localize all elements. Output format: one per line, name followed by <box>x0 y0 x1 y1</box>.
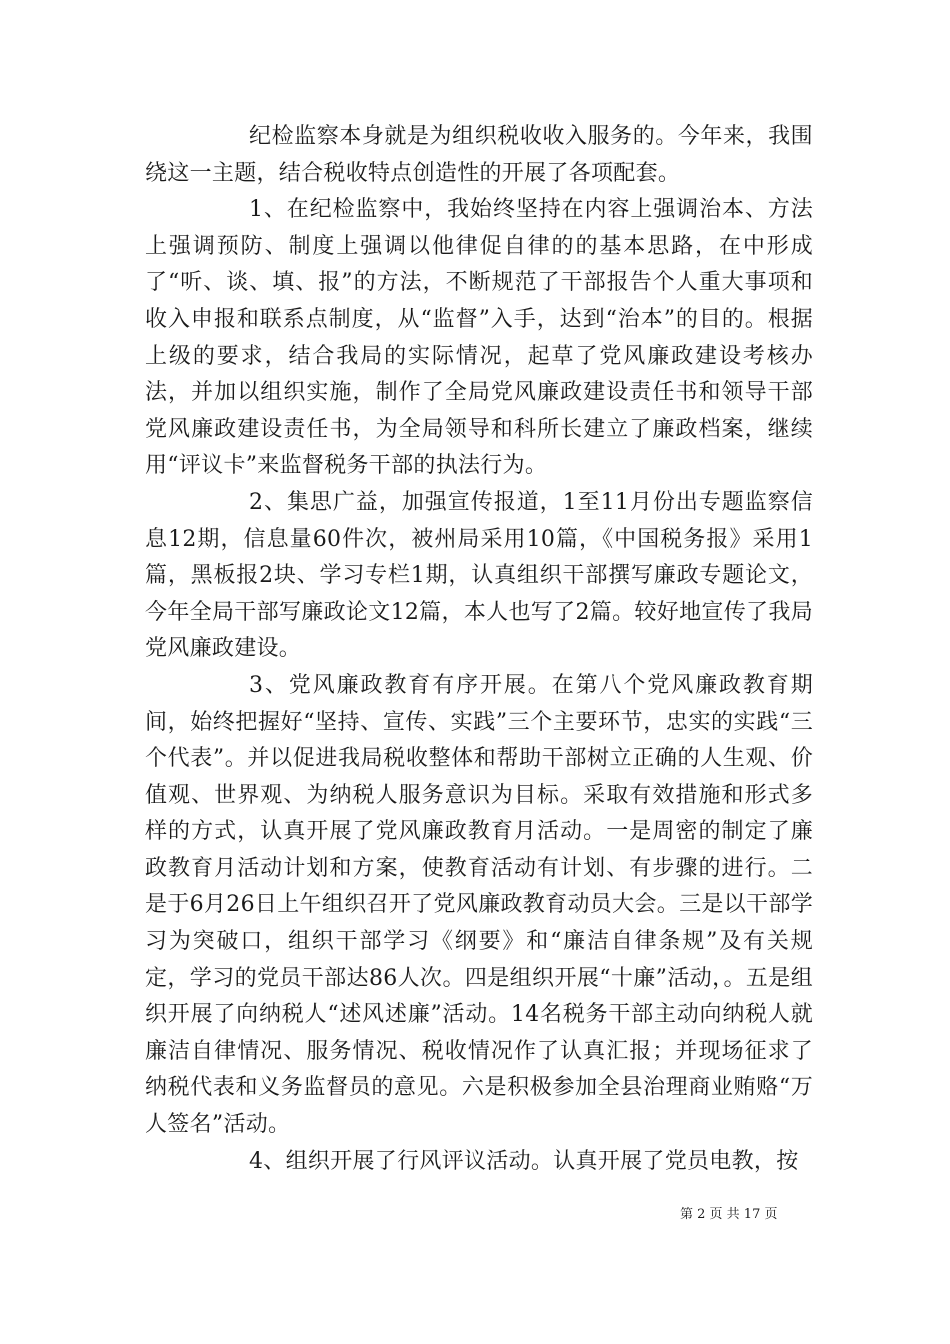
paragraph-intro: 纪检监察本身就是为组织税收收入服务的。今年来，我围绕这一主题，结合税收特点创造性的开展了各项配套。 <box>145 124 813 186</box>
paragraph-item-2: 2、集思广益，加强宣传报道，1至11月份出专题监察信息12期，信息量60件次，被州局采用10篇，《中国税务报》采用1篇，黑板报2块、学习专栏1期，认真组织干部撰写廉政专题论文，今年全局干部写廉政论文12篇，本人也写了2篇。较好地宣传了我局党风廉政建设。 <box>145 489 813 662</box>
paragraph-item-4: 4、组织开展了行风评议活动。认真开展了党员电教，按 <box>249 1148 799 1174</box>
paragraph-item-1: 1、在纪检监察中，我始终坚持在内容上强调治本、方法上强调预防、制度上强调以他律促自律的的基本思路，在中形成了“听、谈、填、报”的方法，不断规范了干部报告个人重大事项和收入申报和联系点制度，从“监督”入手，达到“治本”的目的。根据上级的要求，结合我局的实际情况，起草了党风廉政建设考核办法，并加以组织实施，制作了全局党风廉政建设责任书和领导干部党风廉政建设责任书，为全局领导和科所长建立了廉政档案，继续用“评议卡”来监督税务干部的执法行为。 <box>145 197 813 479</box>
document-body <box>145 119 813 1180</box>
page-footer-number: 第 2 页 共 17 页 <box>680 1207 778 1222</box>
paragraph-item-3: 3、党风廉政教育有序开展。在第八个党风廉政教育期间，始终把握好“坚持、宣传、实践”三个主要环节，忠实的实践“三个代表”。并以促进我局税收整体和帮助干部树立正确的人生观、价值观、世界观、为纳税人服务意识为目标。采取有效措施和形式多样的方式，认真开展了党风廉政教育月活动。一是周密的制定了廉政教育月活动计划和方案，使教育活动有计划、有步骤的进行。二是于6月26日上午组织召开了党风廉政教育动员大会。三是以干部学习为突破口，组织干部学习《纲要》和“廉洁自律条规”及有关规定，学习的党员干部达86人次。四是组织开展“十廉”活动，。五是组织开展了向纳税人“述风述廉”活动。14名税务干部主动向纳税人就廉洁自律情况、服务情况、税收情况作了认真汇报；并现场征求了纳税代表和义务监督员的意见。六是积极参加全县治理商业贿赂“万人签名”活动。 <box>145 672 813 1138</box>
